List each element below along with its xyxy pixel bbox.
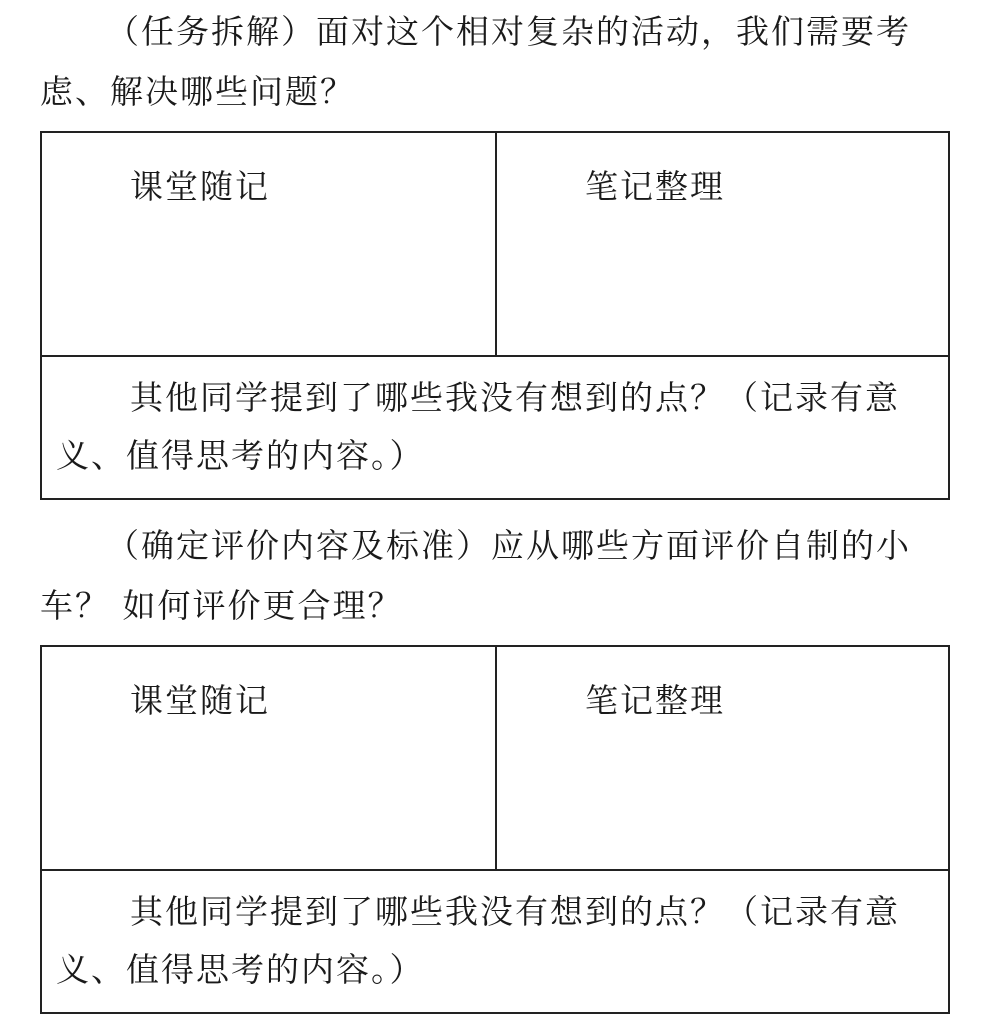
- notes-table-top-row: [42, 133, 948, 357]
- class-notes-header: 课堂随记: [130, 681, 270, 720]
- organized-notes-header: 笔记整理: [585, 167, 725, 206]
- peer-ideas-prompt: 其他同学提到了哪些我没有想到的点？（记录有意义、值得思考的内容。）: [56, 378, 900, 475]
- task-breakdown-question: （任务拆解）面对这个相对复杂的活动，我们需要考虑、解决哪些问题？: [40, 12, 911, 111]
- notes-table-bottom-row: [42, 871, 948, 1012]
- notes-table-task-breakdown: [40, 131, 950, 500]
- evaluation-criteria-question: （确定评价内容及标准）应从哪些方面评价自制的小车？ 如何评价更合理？: [40, 526, 911, 625]
- organized-notes-header: 笔记整理: [585, 681, 725, 720]
- column-divider: [495, 647, 497, 869]
- notes-table-bottom-row: [42, 357, 948, 498]
- column-divider: [495, 133, 497, 355]
- peer-ideas-prompt: 其他同学提到了哪些我没有想到的点？（记录有意义、值得思考的内容。）: [56, 892, 900, 989]
- notes-table-evaluation-criteria: [40, 645, 950, 1014]
- notes-table-top-row: [42, 647, 948, 871]
- class-notes-header: 课堂随记: [130, 167, 270, 206]
